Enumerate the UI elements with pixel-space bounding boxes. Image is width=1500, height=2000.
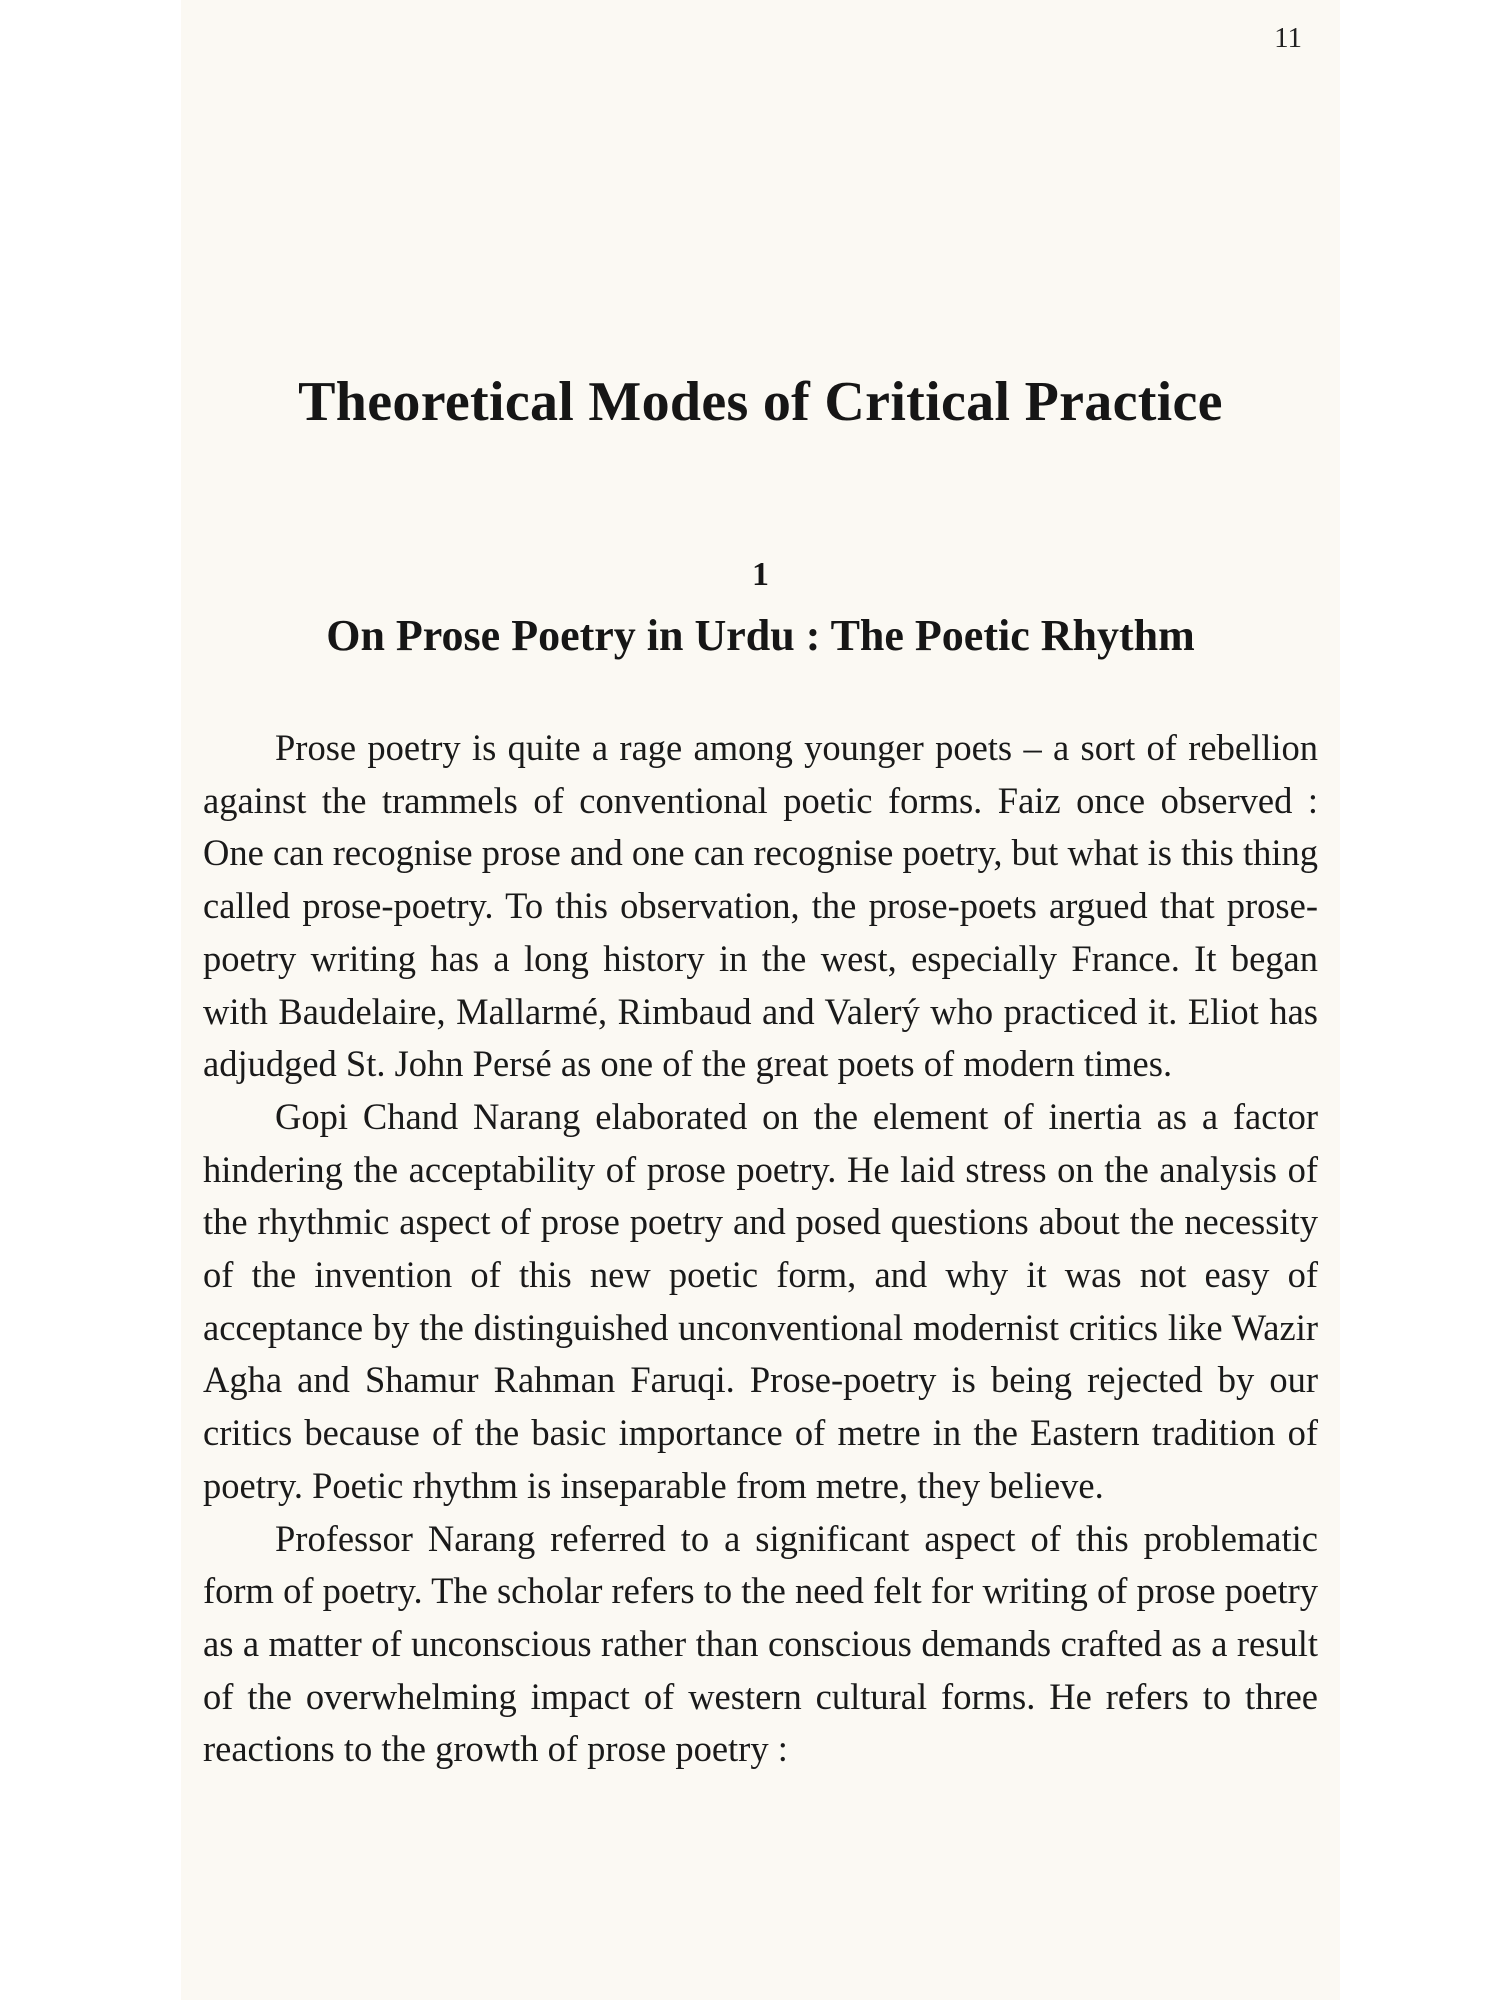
paragraph: Professor Narang referred to a significant aspect of this problematic form of poetry. The scholar refers to the need felt for writing of prose poetry as a matter of unconscious rather than conscious demands crafted as a result of the overwhelming impact of western cultural forms. He refers to three reactions to the growth of prose poetry :: [203, 1517, 1318, 1770]
section-number: 1: [752, 556, 769, 593]
body-text: [203, 722, 1318, 1776]
page-number: 11: [1274, 22, 1302, 54]
book-page: [181, 0, 1340, 2000]
section-title: On Prose Poetry in Urdu : The Poetic Rhythm: [326, 611, 1195, 660]
paragraph: Gopi Chand Narang elaborated on the element of inertia as a factor hindering the acceptability of prose poetry. He laid stress on the analysis of the rhythmic aspect of prose poetry and posed questions about the necessity of the invention of this new poetic form, and why it was not easy of acceptance by the distinguished unconventional modernist critics like Wazir Agha and Shamur Rahman Faruqi. Prose-poetry is being rejected by our critics because of the basic importance of metre in the Eastern tradition of poetry. Poetic rhythm is inseparable from metre, they believe.: [203, 1095, 1318, 1506]
paragraph: Prose poetry is quite a rage among younger poets – a sort of rebellion against the trammels of conventional poetic forms. Faiz once observed : One can recognise prose and one can recognise poetry, but what is this thing called prose-poetry. To this observation, the prose-poets argued that prose-poetry writing has a long history in the west, especially France. It began with Baudelaire, Mallarmé, Rimbaud and Valerý who practiced it. Eliot has adjudged St. John Persé as one of the great poets of modern times.: [203, 727, 1318, 1085]
chapter-title: Theoretical Modes of Critical Practice: [298, 371, 1223, 433]
